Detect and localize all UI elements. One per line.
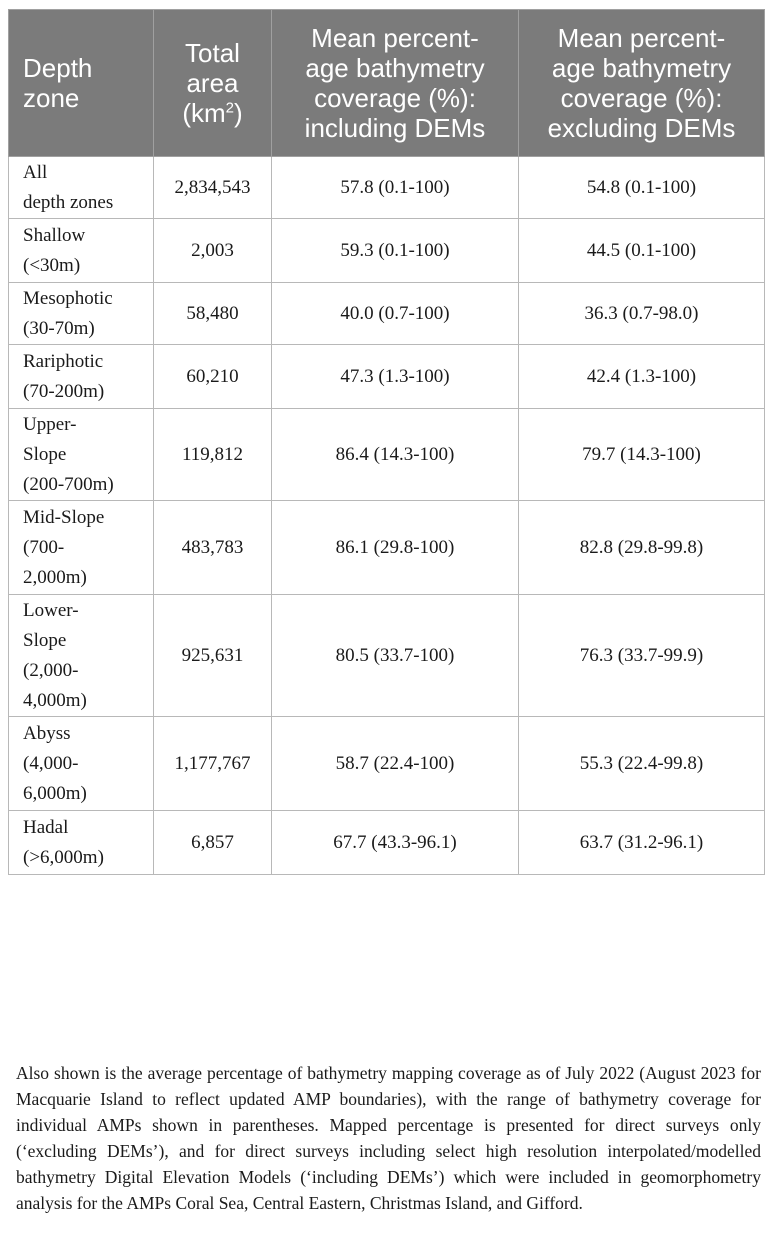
bathymetry-coverage-table <box>8 9 765 875</box>
cell-including-dems: 58.7 (22.4-100) <box>272 717 519 811</box>
cell-including-dems: 67.7 (43.3-96.1) <box>272 811 519 875</box>
header-total-area: Total area $(km^2)$ <box>154 10 272 157</box>
table-row <box>9 219 765 283</box>
cell-depth-zone: Lower- Slope (2,000- 4,000m) <box>9 595 154 717</box>
cell-total-area: 6,857 <box>154 811 272 875</box>
cell-total-area: 2,003 <box>154 219 272 283</box>
cell-excluding-dems: 63.7 (31.2-96.1) <box>519 811 765 875</box>
cell-excluding-dems: 36.3 (0.7-98.0) <box>519 283 765 345</box>
cell-depth-zone: Upper- Slope (200-700m) <box>9 409 154 501</box>
cell-excluding-dems: 76.3 (33.7-99.9) <box>519 595 765 717</box>
header-area-unit: $(km^2)$ <box>182 98 243 128</box>
cell-depth-zone: All depth zones <box>9 157 154 219</box>
cell-including-dems: 59.3 (0.1-100) <box>272 219 519 283</box>
cell-depth-zone: Rariphotic (70-200m) <box>9 345 154 409</box>
table-row <box>9 345 765 409</box>
table-row <box>9 283 765 345</box>
table-footnote: Also shown is the average percentage of bathymetry mapping coverage as of July 2022 (August 2023 for Macquarie Island to reflect updated AMP boundaries), with the range of bathymetry coverage for individual AMPs shown in parentheses. Mapped percentage is presented for direct surveys only (‘excluding DEMs’), and for direct surveys including select high resolution interpolated/modelled bathymetry Digital Elevation Models (‘including DEMs’) which were included in geomorphometry analysis for the AMPs Coral Sea, Central Eastern, Christmas Island, and Gifford. <box>16 1062 761 1213</box>
cell-total-area: 60,210 <box>154 345 272 409</box>
cell-depth-zone: Hadal (>6,000m) <box>9 811 154 875</box>
cell-depth-zone: Shallow (<30m) <box>9 219 154 283</box>
table-row <box>9 409 765 501</box>
cell-depth-zone: Abyss (4,000- 6,000m) <box>9 717 154 811</box>
header-depth-zone: Depth zone <box>9 10 154 157</box>
cell-including-dems: 80.5 (33.7-100) <box>272 595 519 717</box>
cell-including-dems: 40.0 (0.7-100) <box>272 283 519 345</box>
table-row <box>9 595 765 717</box>
table-row <box>9 717 765 811</box>
cell-including-dems: 57.8 (0.1-100) <box>272 157 519 219</box>
cell-total-area: 2,834,543 <box>154 157 272 219</box>
cell-excluding-dems: 54.8 (0.1-100) <box>519 157 765 219</box>
cell-depth-zone: Mid-Slope (700- 2,000m) <box>9 501 154 595</box>
cell-depth-zone: Mesophotic (30-70m) <box>9 283 154 345</box>
table-row <box>9 811 765 875</box>
cell-including-dems: 47.3 (1.3-100) <box>272 345 519 409</box>
cell-including-dems: 86.4 (14.3-100) <box>272 409 519 501</box>
cell-excluding-dems: 82.8 (29.8-99.8) <box>519 501 765 595</box>
cell-excluding-dems: 55.3 (22.4-99.8) <box>519 717 765 811</box>
cell-total-area: 119,812 <box>154 409 272 501</box>
cell-including-dems: 86.1 (29.8-100) <box>272 501 519 595</box>
table-container <box>8 9 764 875</box>
cell-total-area: 58,480 <box>154 283 272 345</box>
header-row <box>9 10 765 157</box>
header-including-dems: Mean percent- age bathymetry coverage (%): including DEMs <box>272 10 519 157</box>
header-excluding-dems: Mean percent- age bathymetry coverage (%): excluding DEMs <box>519 10 765 157</box>
cell-total-area: 1,177,767 <box>154 717 272 811</box>
table-row <box>9 157 765 219</box>
cell-excluding-dems: 79.7 (14.3-100) <box>519 409 765 501</box>
table-body <box>9 157 765 875</box>
cell-excluding-dems: 44.5 (0.1-100) <box>519 219 765 283</box>
cell-total-area: 483,783 <box>154 501 272 595</box>
cell-excluding-dems: 42.4 (1.3-100) <box>519 345 765 409</box>
cell-total-area: 925,631 <box>154 595 272 717</box>
table-row <box>9 501 765 595</box>
